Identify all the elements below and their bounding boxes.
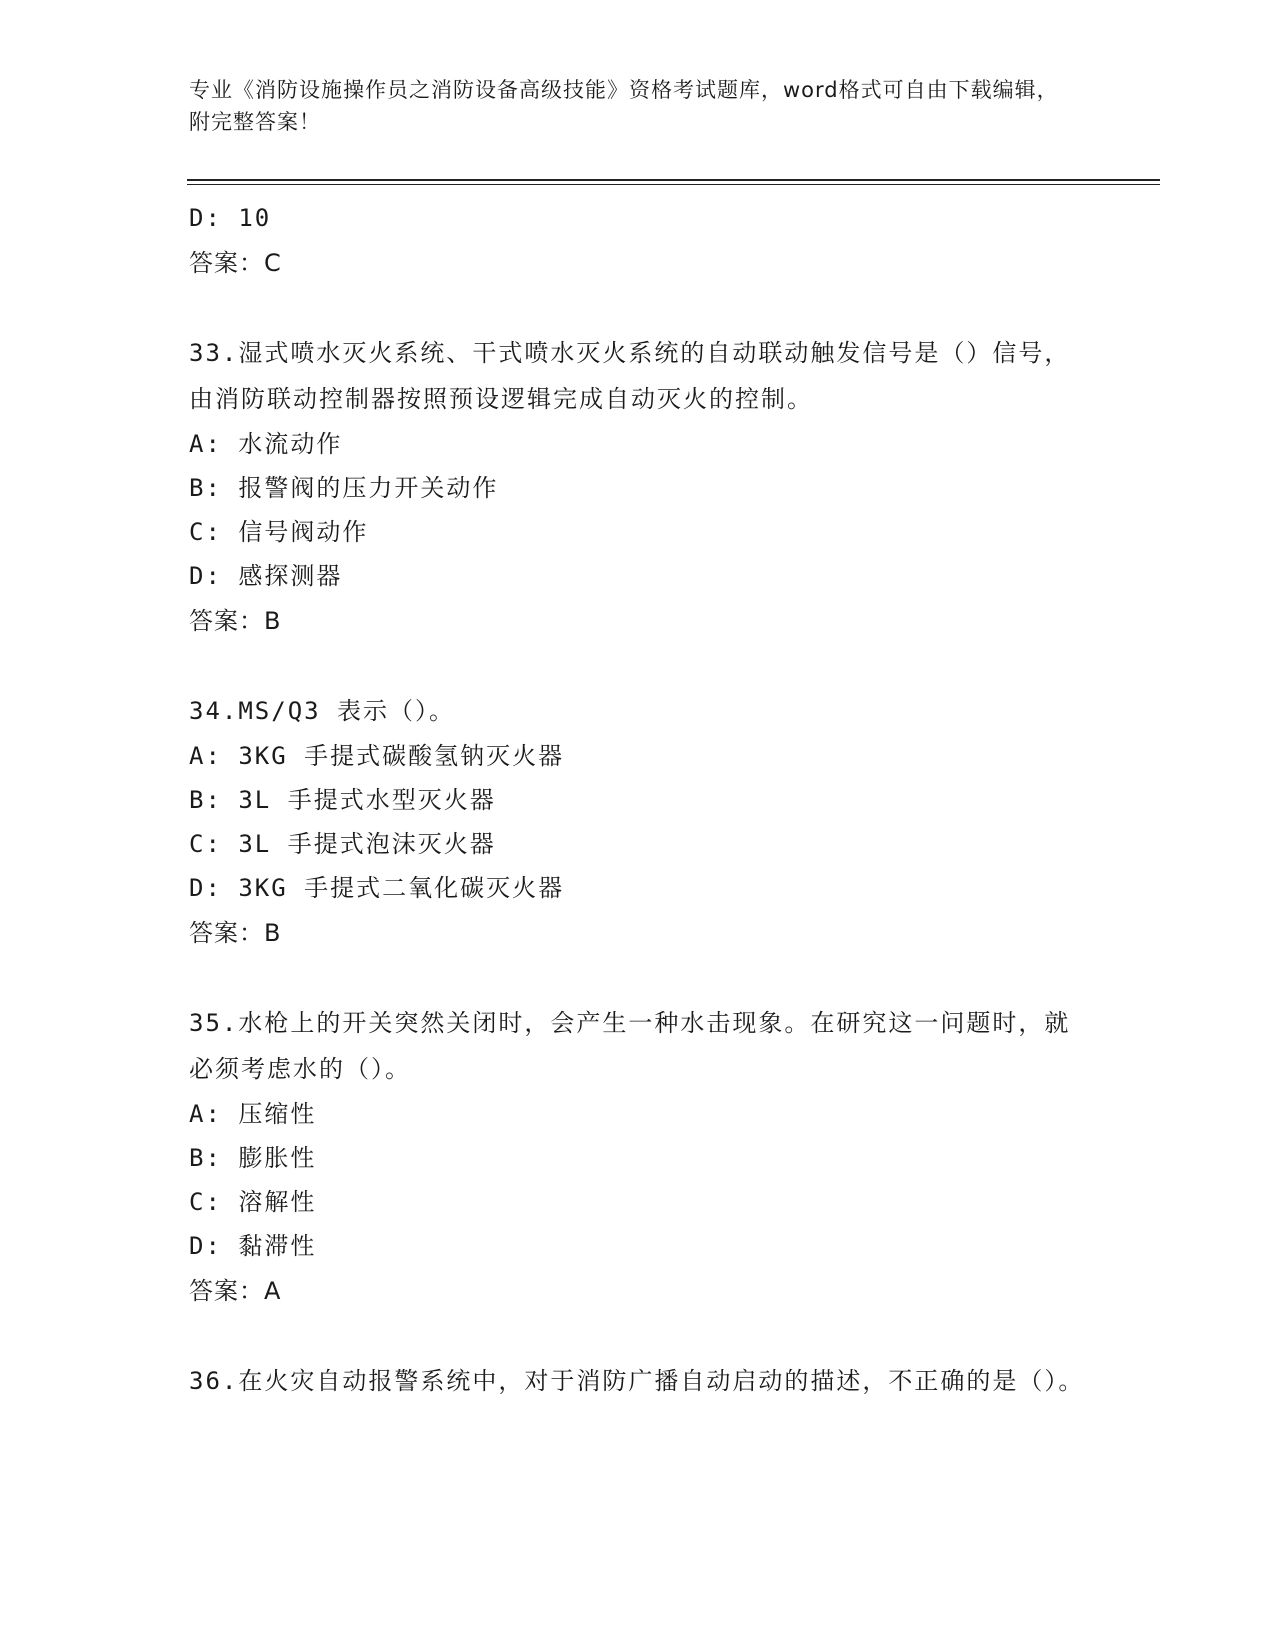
option-b: B: 3L 手提式水型灭火器 bbox=[189, 786, 496, 814]
question-stem: 33.湿式喷水灭火系统、干式喷水灭火系统的自动联动触发信号是（）信号，由消防联动控制器按照预设逻辑完成自动灭火的控制。 bbox=[189, 339, 1071, 413]
option-b: B: 膨胀性 bbox=[189, 1144, 317, 1172]
question-33 bbox=[189, 330, 1089, 644]
question-stem: 34.MS/Q3 表示（）。 bbox=[189, 697, 456, 725]
answer: 答案：A bbox=[189, 1277, 282, 1305]
option-d: D: 感探测器 bbox=[189, 562, 343, 590]
option-d: D: 黏滞性 bbox=[189, 1232, 317, 1260]
option-b: B: 报警阀的压力开关动作 bbox=[189, 474, 499, 502]
question-stem: 35.水枪上的开关突然关闭时，会产生一种水击现象。在研究这一问题时，就必须考虑水的（）。 bbox=[189, 1009, 1071, 1083]
answer: 答案：B bbox=[189, 919, 282, 947]
option-a: A: 水流动作 bbox=[189, 430, 343, 458]
page-header: 专业《消防设施操作员之消防设备高级技能》资格考试题库，word格式可自由下载编辑，附完整答案！ bbox=[189, 78, 1059, 134]
option-d: D: 10 bbox=[189, 204, 272, 232]
option-c: C: 信号阀动作 bbox=[189, 518, 369, 546]
header-divider-thin bbox=[187, 184, 1160, 185]
question-35 bbox=[189, 1000, 1089, 1314]
question-34 bbox=[189, 688, 1089, 956]
option-c: C: 3L 手提式泡沫灭火器 bbox=[189, 830, 496, 858]
option-a: A: 压缩性 bbox=[189, 1100, 317, 1128]
question-list bbox=[189, 196, 1089, 1404]
option-c: C: 溶解性 bbox=[189, 1188, 317, 1216]
question-36 bbox=[189, 1358, 1089, 1404]
option-a: A: 3KG 手提式碳酸氢钠灭火器 bbox=[189, 742, 565, 770]
question-stem: 36.在火灾自动报警系统中，对于消防广播自动启动的描述，不正确的是（）。 bbox=[189, 1367, 1085, 1395]
answer: 答案：C bbox=[189, 249, 282, 277]
option-d: D: 3KG 手提式二氧化碳灭火器 bbox=[189, 874, 565, 902]
header-divider bbox=[187, 179, 1160, 181]
answer: 答案：B bbox=[189, 607, 282, 635]
